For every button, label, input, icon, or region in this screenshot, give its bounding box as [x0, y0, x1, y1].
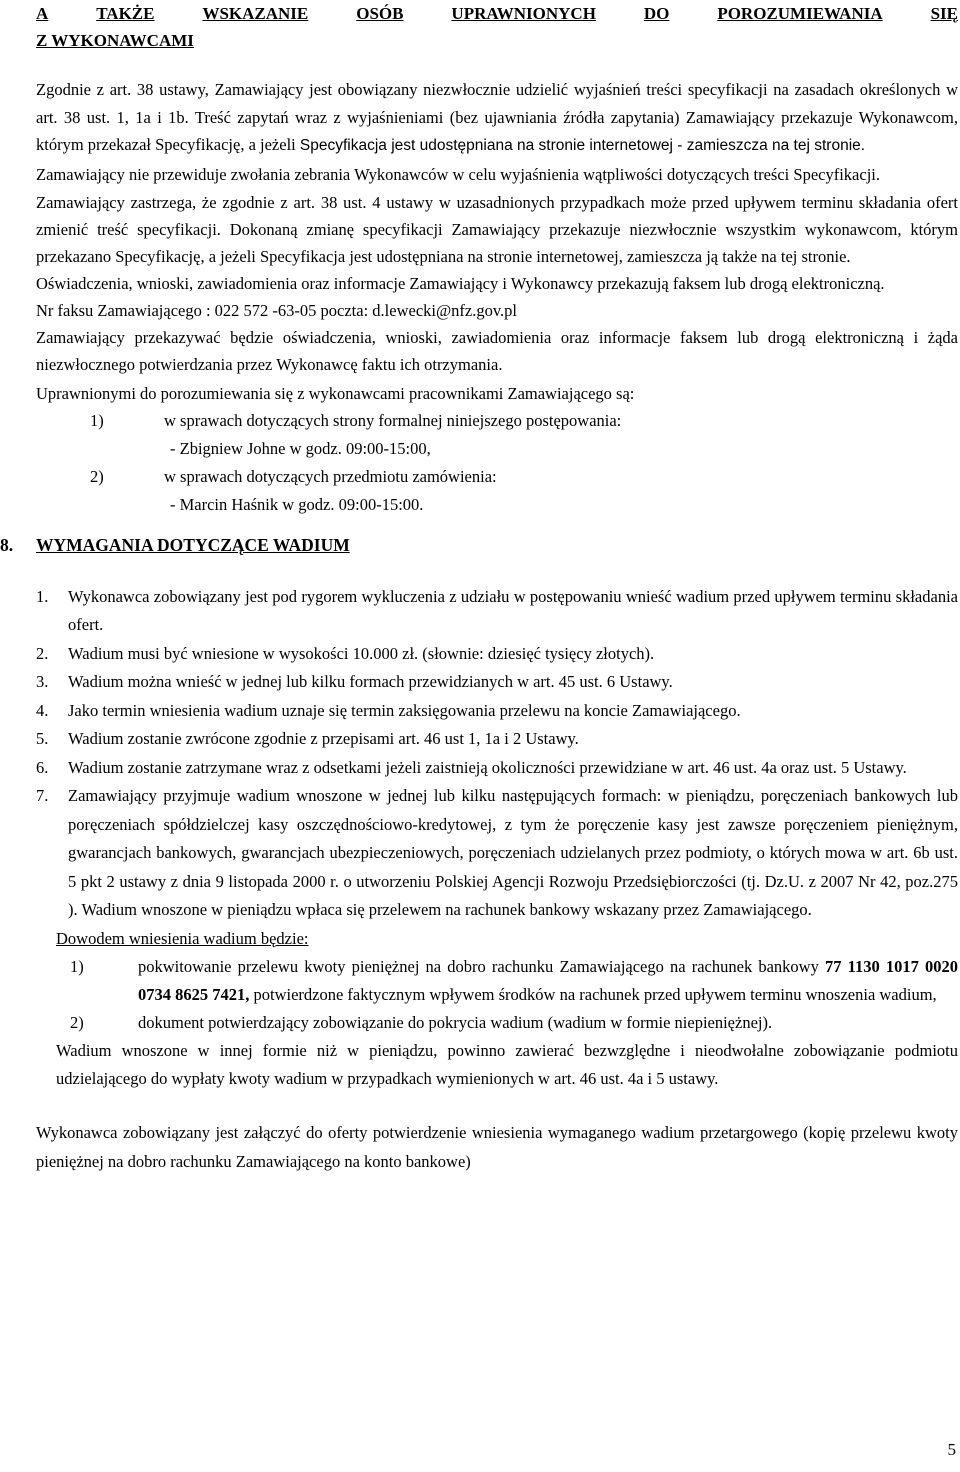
item-text: Jako termin wniesienia wadium uznaje się termin zaksięgowania przelewu na koncie Zamawiającego.	[68, 700, 741, 720]
intro-paragraph-4: Oświadczenia, wnioski, zawiadomienia oraz informacje Zamawiający i Wykonawcy przekazują faksem lub drogą elektroniczną.	[36, 273, 885, 293]
list-item	[36, 725, 958, 754]
heading-word: A	[36, 4, 49, 23]
proof-item	[36, 1009, 958, 1037]
section-title-text: WYMAGANIA DOTYCZĄCE WADIUM	[36, 534, 350, 555]
intro-paragraph-2: Zamawiający nie przewiduje zwołania zebrania Wykonawców w celu wyjaśnienia wątpliwości dotyczących treści Specyfikacji.	[36, 164, 880, 184]
section-8-title	[0, 531, 958, 559]
proof-item	[36, 953, 958, 1009]
contact-number: 1)	[90, 410, 104, 430]
item-number: 2.	[36, 643, 49, 663]
contact-person: - Marcin Haśnik w godz. 09:00-15:00.	[170, 494, 424, 514]
item-number: 4.	[36, 700, 49, 720]
heading-word: SIĘ	[930, 4, 958, 23]
proof-number: 2)	[70, 1012, 84, 1032]
list-item	[36, 668, 958, 697]
intro-text-a: Zgodnie z art. 38 ustawy, Zamawiający jest obowiązany niezwłocznie udzielić wyjaśnień treści specyfikacji na zasadach określonych w art. 38 ust. 1, 1a i 1b.	[36, 80, 958, 127]
wadium-list	[36, 583, 958, 925]
item-text: Wadium można wnieść w jednej lub kilku formach przewidzianych w art. 45 ust. 6 Ustawy.	[68, 672, 673, 691]
heading-word: DO	[643, 4, 670, 23]
item-text: Zamawiający przyjmuje wadium wnoszone w jednej lub kilku następujących formach: w pieniądzu, poręczeniach bankowych lub poręczeniach spółdzielczej kasy oszczędnościowo-kredytowej, z tym że poręczenie kasy jest zawsze poręczeniem pieniężnym, gwarancjach bankowych, gwarancjach ubezpieczeniowych, poręczeniach udzielanych przez podmioty, o których mowa w art. 6b ust. 5 pkt 2 ustawy z dnia 9 listopada 2000 r. o utworzeniu Polskiej Agencji Rozwoju Przedsiębiorczości (tj. Dz.U. z 2007 Nr 42, poz.275 ). Wadium wnoszone w pieniądzu wpłaca się przelewem na rachunek bankowy wskazany przez Zamawiającego.	[68, 786, 958, 919]
heading-word: OSÓB	[356, 4, 404, 23]
item-number: 7.	[36, 786, 49, 805]
bank-account-number: 77 1130 1017 0020 0734 8625 7421,	[138, 956, 958, 1004]
item-number: 1.	[36, 586, 49, 606]
list-item	[36, 782, 958, 925]
intro-paragraph-6: Zamawiający przekazywać będzie oświadczenia, wnioski, zawiadomienia oraz informacje faksem lub drogą elektroniczną i żąda niezwłocznego potwierdzania przez Wykonawcę faktu ich otrzymania.	[36, 327, 958, 374]
item-number: 6.	[36, 757, 49, 777]
proof-list	[36, 953, 958, 1037]
contact-number: 2)	[90, 466, 104, 486]
contact-item	[36, 463, 958, 491]
proof-text: dokument potwierdzający zobowiązanie do pokrycia wadium (wadium w formie niepieniężnej).	[138, 1012, 773, 1032]
proof-heading: Dowodem wniesienia wadium będzie:	[56, 928, 309, 948]
final-paragraph: Wykonawca zobowiązany jest załączyć do oferty potwierdzenie wniesienia wymaganego wadium przetargowego (kopię przelewu kwoty pieniężnej na dobro rachunku Zamawiającego na konto bankowe)	[36, 1122, 958, 1171]
section-number: 8.	[0, 534, 14, 555]
proof-text-after: potwierdzone faktycznym wpływem środków na rachunek przed upływem terminu wnoszenia wadium,	[249, 984, 937, 1004]
closing-paragraph: Wadium wnoszone w innej formie niż w pieniądzu, powinno zawierać bezwzględne i nieodwołalne zobowiązanie podmiotu udzielającego do wypłaty kwoty wadium w przypadkach wymienionych w art. 46 ust. 4a i 5 ustawy.	[56, 1040, 958, 1088]
heading-word: UPRAWNIONYCH	[451, 4, 596, 23]
intro-text-c: Specyfikacja jest udostępniana na stronie internetowej - zamieszcza na tej stronie.	[299, 137, 866, 154]
list-item	[36, 697, 958, 726]
contact-person: - Zbigniew Johne w godz. 09:00-15:00,	[170, 438, 431, 458]
item-text: Wadium musi być wniesione w wysokości 10.000 zł. (słownie: dziesięć tysięcy złotych).	[68, 643, 655, 663]
contact-list	[36, 407, 958, 519]
list-item	[36, 583, 958, 640]
intro-paragraph-3: Zamawiający zastrzega, że zgodnie z art. 38 ust. 4 ustawy w uzasadnionych przypadkach może przed upływem terminu składania ofert zmienić treść specyfikacji. Dokonaną zmianę specyfikacji Zamawiający przekazuje niezwłocznie wszystkim wykonawcom, którym przekazano Specyfikację, a jeżeli Specyfikacja jest udostępniana na stronie internetowej, zamieszcza ją także na tej stronie.	[36, 192, 958, 266]
item-text: Wadium zostanie zatrzymane wraz z odsetkami jeżeli zaistnieją okoliczności przewidziane w art. 46 ust. 4a oraz ust. 5 Ustawy.	[68, 757, 907, 777]
proof-text	[138, 953, 958, 1009]
item-text: Wykonawca zobowiązany jest pod rygorem wykluczenia z udziału w postępowaniu wnieść wadium przed upływem terminu składania ofert.	[68, 586, 958, 634]
fax-email-line: Nr faksu Zamawiającego : 022 572 -63-05 poczta: d.lewecki@nfz.gov.pl	[36, 300, 518, 320]
list-item	[36, 754, 958, 783]
list-item	[36, 640, 958, 669]
item-text: Wadium zostanie zwrócone zgodnie z przepisami art. 46 ust 1, 1a i 2 Ustawy.	[68, 729, 579, 748]
item-number: 3.	[36, 672, 49, 691]
section-heading	[36, 0, 958, 54]
heading-word: TAKŻE	[96, 4, 155, 23]
intro-paragraph-1	[36, 76, 958, 160]
contact-text: w sprawach dotyczących przedmiotu zamówienia:	[164, 466, 497, 486]
proof-text-before: pokwitowanie przelewu kwoty pieniężnej na dobro rachunku Zamawiającego na rachunek bankowy	[138, 956, 825, 976]
heading-line-1	[36, 0, 958, 27]
contact-item	[36, 407, 958, 435]
contact-text: w sprawach dotyczących strony formalnej niniejszego postępowania:	[164, 410, 622, 430]
heading-line-2: Z WYKONAWCAMI	[36, 31, 194, 50]
item-number: 5.	[36, 729, 49, 748]
page-number: 5	[947, 1440, 956, 1459]
heading-word: POROZUMIEWANIA	[717, 4, 883, 23]
intro-text-b: Treść zapytań wraz z wyjaśnieniami (bez ujawniania źródła zapytania) Zamawiający przekazuje Wykonawcom, którym przekazał Specyfikację, a jeżeli	[36, 107, 958, 154]
heading-word: WSKAZANIE	[202, 4, 309, 23]
proof-number: 1)	[70, 956, 84, 976]
intro-paragraph-7: Uprawnionymi do porozumiewania się z wykonawcami pracownikami Zamawiającego są:	[36, 383, 635, 403]
